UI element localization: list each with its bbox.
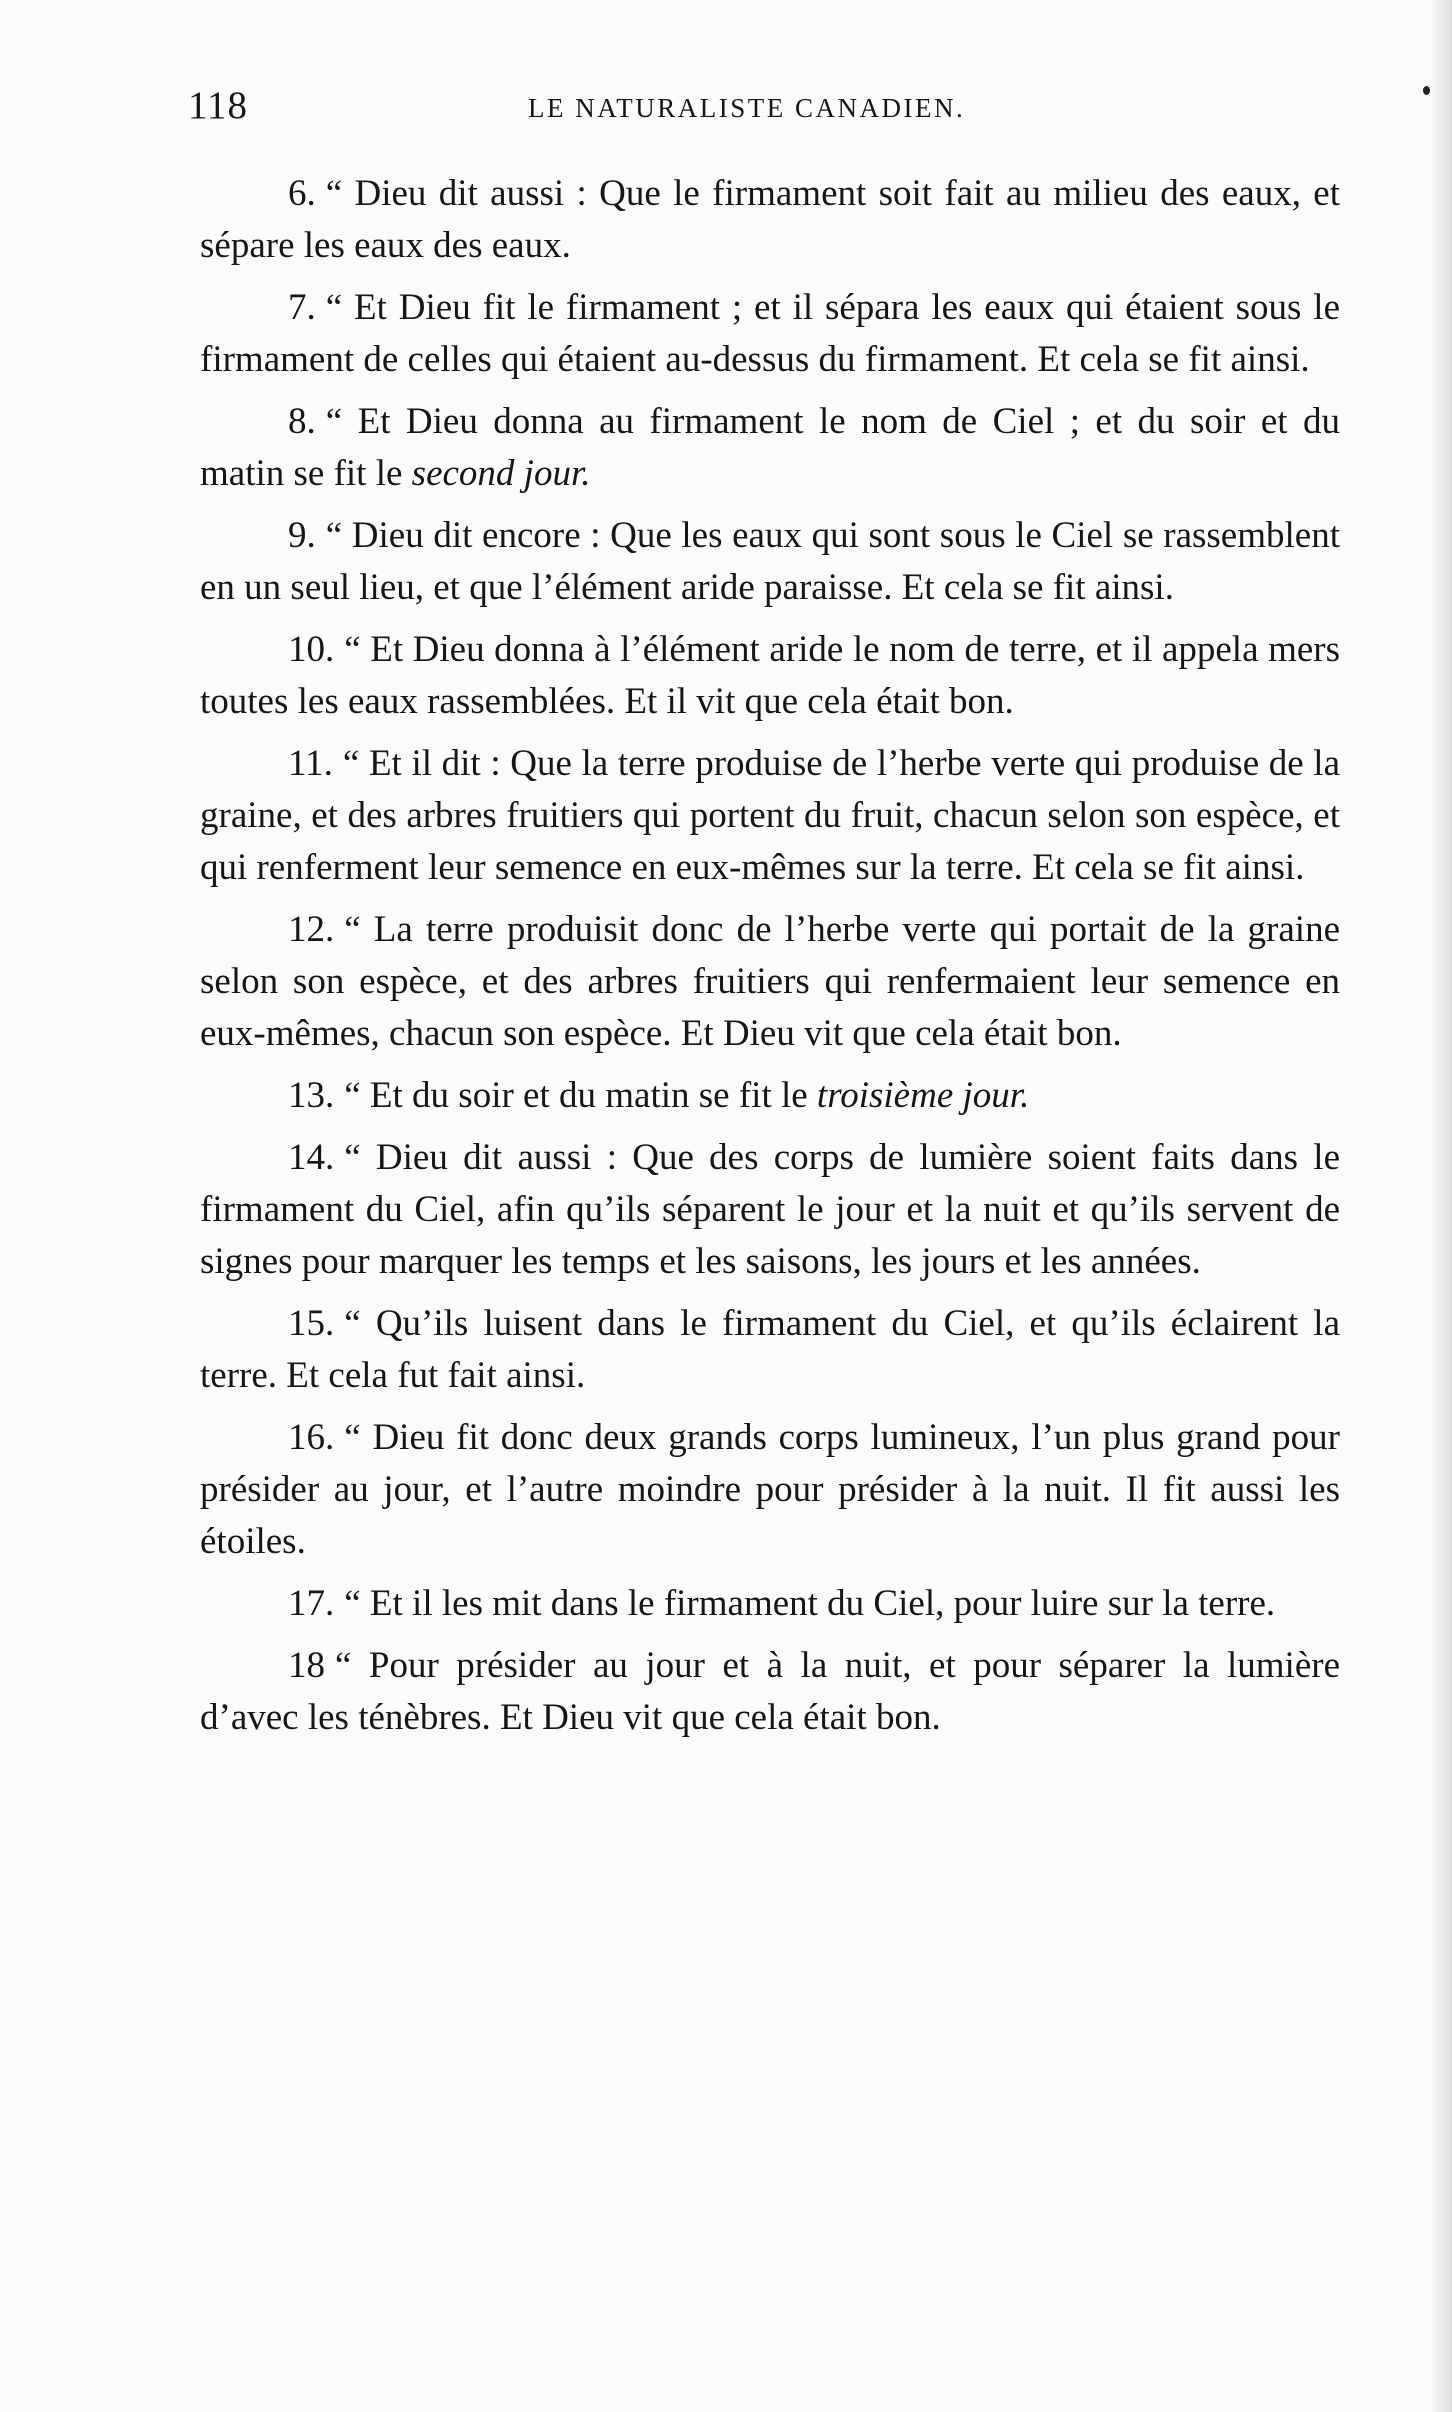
verse-11 <box>200 738 1340 894</box>
verse-13 <box>200 1070 1340 1122</box>
verse-text: “ Dieu dit aussi : Que le firmament soit fait au milieu des eaux, et sépare les eaux des eaux. <box>200 173 1340 266</box>
verse-text: “ Dieu fit donc deux grands corps lumineux, l’un plus grand pour présider au jour, et l’autre moindre pour présider à la nuit. Il fit aussi les étoiles. <box>200 1417 1340 1562</box>
verse-text: “ Et Dieu donna au firmament le nom de Ciel ; et du soir et du matin se fit le <box>200 401 1340 494</box>
verse-12 <box>200 904 1340 1060</box>
verse-number: 15. <box>288 1303 335 1344</box>
verse-8 <box>200 396 1340 500</box>
verse-6 <box>200 168 1340 272</box>
verse-text: “ Et il dit : Que la terre produise de l’herbe verte qui produise de la graine, et des arbres fruitiers qui portent du fruit, chacun selon son espèce, et qui renferment leur semence en eux-mêmes sur la terre. Et cela se fit ainsi. <box>200 743 1340 888</box>
verse-17 <box>200 1578 1340 1630</box>
verse-16 <box>200 1412 1340 1568</box>
verse-text: “ Qu’ils luisent dans le firmament du Ciel, et qu’ils éclairent la terre. Et cela fut fait ainsi. <box>200 1303 1340 1396</box>
verse-number: 12. <box>288 909 335 950</box>
page-header <box>188 84 1338 128</box>
verse-text: “ Dieu dit encore : Que les eaux qui sont sous le Ciel se rassemblent en un seul lieu, et que l’élément aride paraisse. Et cela se fit ainsi. <box>200 515 1340 608</box>
verse-14 <box>200 1132 1340 1288</box>
verse-number: 16. <box>288 1417 335 1458</box>
ink-spot <box>1423 86 1430 95</box>
verse-number: 11. <box>288 743 333 784</box>
verse-18 <box>200 1640 1340 1744</box>
verse-emphasis: troisième jour. <box>816 1075 1030 1116</box>
verse-number: 17. <box>288 1583 335 1624</box>
verse-number: 9. <box>288 515 316 556</box>
verse-text: “ Pour présider au jour et à la nuit, et pour séparer la lumière d’avec les ténèbres. Et Dieu vit que cela était bon. <box>200 1645 1340 1738</box>
verse-number: 6. <box>288 173 316 214</box>
verse-text: “ Et il les mit dans le firmament du Ciel, pour luire sur la terre. <box>344 1583 1276 1624</box>
verse-7 <box>200 282 1340 386</box>
verse-9 <box>200 510 1340 614</box>
verse-15 <box>200 1298 1340 1402</box>
verse-number: 10. <box>288 629 335 670</box>
verse-text: “ Et Dieu donna à l’élément aride le nom de terre, et il appela mers toutes les eaux rassemblées. Et il vit que cela était bon. <box>200 629 1340 722</box>
verse-number: 7. <box>288 287 316 328</box>
verse-text: “ Et du soir et du matin se fit le <box>344 1075 817 1116</box>
verse-number: 14. <box>288 1137 335 1178</box>
verse-10 <box>200 624 1340 728</box>
running-title: LE NATURALISTE CANADIEN. <box>528 93 966 123</box>
verse-number: 8. <box>288 401 316 442</box>
page-number: 118 <box>188 84 249 127</box>
text-body <box>200 168 1340 1754</box>
verse-text: “ La terre produisit donc de l’herbe verte qui portait de la graine selon son espèce, et des arbres fruitiers qui renfermaient leur semence en eux-mêmes, chacun son espèce. Et Dieu vit que cela était bon. <box>200 909 1340 1054</box>
page-edge-shadow <box>1430 0 1452 2412</box>
verse-emphasis: second jour. <box>411 453 591 494</box>
verse-text: “ Dieu dit aussi : Que des corps de lumière soient faits dans le firmament du Ciel, afin qu’ils séparent le jour et la nuit et qu’ils servent de signes pour marquer les temps et les saisons, les jours et les années. <box>200 1137 1340 1282</box>
verse-number: 18 <box>288 1645 325 1686</box>
verse-text: “ Et Dieu fit le firmament ; et il sépara les eaux qui étaient sous le firmament de celles qui étaient au-dessus du firmament. Et cela se fit ainsi. <box>200 287 1340 380</box>
verse-number: 13. <box>288 1075 335 1116</box>
